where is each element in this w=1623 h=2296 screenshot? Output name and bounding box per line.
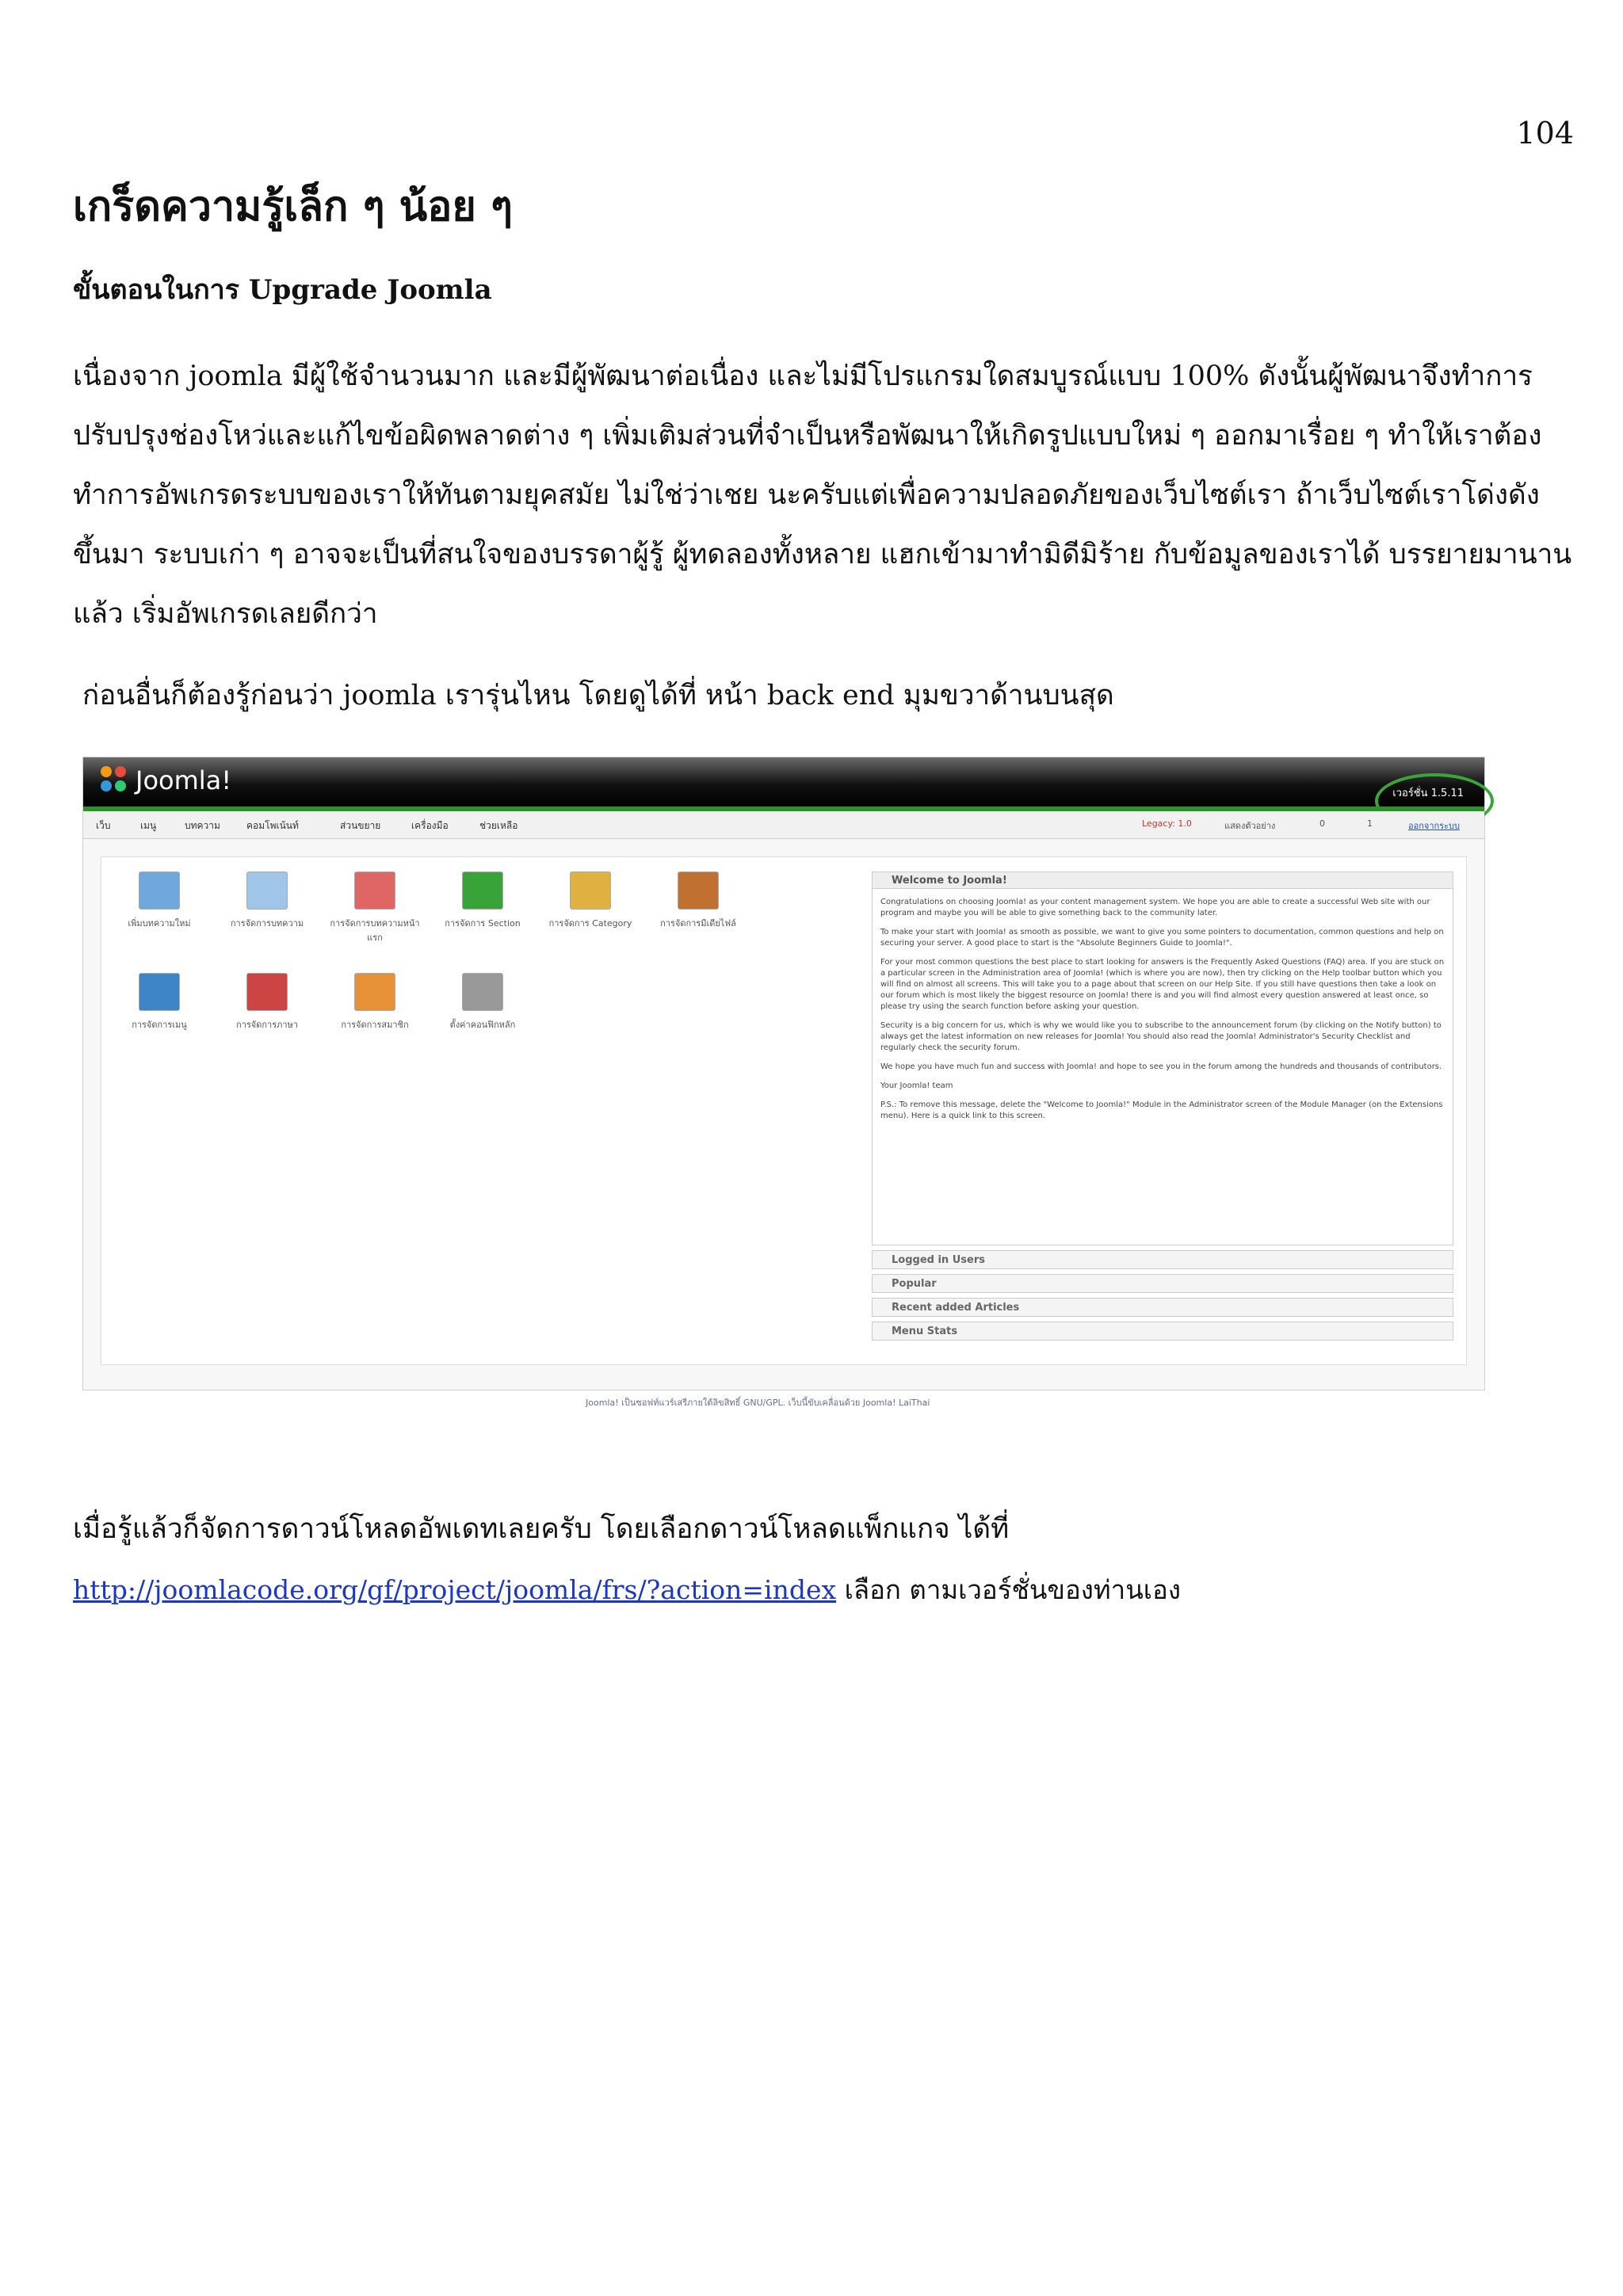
admin-content — [101, 856, 1467, 1365]
welcome-panel-body — [872, 889, 1453, 1245]
preview-link[interactable]: แสดงตัวอย่าง — [1224, 821, 1276, 831]
global-config-icon — [462, 973, 503, 1011]
menu-extensions[interactable]: ส่วนขยาย — [340, 820, 381, 831]
paragraph-line: ขึ้นมา ระบบเก่า ๆ อาจจะเป็นที่สนใจของบรรดาผู้รู้ ผู้ทดลองทั้งหลาย แฮกเข้ามาทำมิดีมิร้าย กับข้อมูลของเราได้ บรรยายมานาน — [73, 539, 1572, 570]
welcome-paragraph: P.S.: To remove this message, delete the "Welcome to Joomla!" Module in the Administrator screen of the Module Manager (on the Extensions menu). Here is a quick link to this screen. — [880, 1100, 1443, 1120]
cp-icon-article-manager[interactable]: การจัดการบทความ — [216, 860, 319, 955]
cp-icon-user-manager[interactable]: การจัดการสมาชิก — [323, 962, 426, 1057]
admin-header — [83, 757, 1484, 807]
section-heading: ขั้นตอนในการ Upgrade Joomla — [73, 274, 492, 306]
paragraph-line: เนื่องจาก joomla มีผู้ใช้จำนวนมาก และมีผู้พัฒนาต่อเนื่อง และไม่มีโปรแกรมใดสมบูรณ์แบบ 100% ดังนั้นผู้พัฒนาจึงทำการ — [73, 360, 1533, 392]
category-icon — [570, 871, 611, 910]
welcome-paragraph: We hope you have much fun and success with Joomla! and hope to see you in the forum among the hundreds and thousands of contributors. — [880, 1062, 1442, 1071]
cp-icon-media[interactable]: การจัดการมีเดียไฟล์ — [647, 860, 750, 955]
menu-help[interactable]: ช่วยเหลือ — [479, 820, 518, 831]
page-number: 104 — [1516, 116, 1574, 151]
menu-manager-icon — [139, 973, 180, 1011]
admin-footer: Joomla! เป็นซอฟท์แวร์เสรีภายใต้ลิขสิทธิ์ GNU/GPL. เว็บนี้ขับเคลื่อนด้วย Joomla! LaiThai — [586, 1398, 930, 1408]
download-link[interactable]: http://joomlacode.org/gf/project/joomla/frs/?action=index — [73, 1574, 837, 1605]
cp-icon-menu-manager[interactable]: การจัดการเมนู — [108, 962, 211, 1057]
welcome-paragraph: Congratulations on choosing Joomla! as your content management system. We hope you are able to create a successful Web site with our program and maybe you will be able to give something back to the community later. — [880, 898, 1430, 917]
welcome-panel-header[interactable]: Welcome to Joomla! — [872, 871, 1453, 889]
menu-content[interactable]: บทความ — [185, 820, 220, 831]
panel-recent-articles[interactable]: Recent added Articles — [872, 1298, 1453, 1317]
download-line-suffix: เลือก ตามเวอร์ชั่นของท่านเอง — [836, 1574, 1181, 1605]
welcome-panel — [872, 871, 1453, 1341]
menu-site[interactable]: เว็บ — [96, 820, 111, 831]
add-article-icon — [139, 871, 180, 910]
download-line — [73, 1569, 1181, 1611]
welcome-paragraph: Your Joomla! team — [880, 1081, 953, 1090]
page-title: เกร็ดความรู้เล็ก ๆ น้อย ๆ — [73, 182, 513, 231]
language-icon — [246, 973, 288, 1011]
media-icon — [678, 871, 719, 910]
menu-components[interactable]: คอมโพเน้นท์ — [246, 820, 299, 831]
welcome-paragraph: For your most common questions the best place to start looking for answers is the Frequently Asked Questions (FAQ) area. If you are stuck on a particular screen in the Administration area of Joomla! (which is where you are now), then try clicking on the Help toolbar button which you will find on almost all screens. This will take you to a page about that screen on our Help Site. If you still have questions then take a look on our forum which is most likely the biggest resource on Joomla! there is and you will find almost every question answered at least once, so please try using the search function before asking your question. — [880, 958, 1445, 1011]
welcome-paragraph: Security is a big concern for us, which is why we would like you to subscribe to the announcement forum (by clicking on the Notify button) to always get the latest information on new releases for Joomla! You should also read the Joomla! Administrator's Security Checklist and regularly check the security forum. — [880, 1021, 1442, 1052]
panel-logged-in-users[interactable]: Logged in Users — [872, 1250, 1453, 1269]
cp-icon-add-article[interactable]: เพิ่มบทความใหม่ — [108, 860, 211, 955]
cp-icon-category[interactable]: การจัดการ Category — [539, 860, 642, 955]
users-count: 1 — [1367, 818, 1373, 829]
joomla-logo-icon — [101, 766, 129, 795]
legacy-status: Legacy: 1.0 — [1142, 818, 1192, 829]
user-manager-icon — [354, 973, 395, 1011]
menu-tools[interactable]: เครื่องมือ — [411, 820, 449, 831]
logout-link[interactable]: ออกจากระบบ — [1408, 821, 1460, 831]
panel-menu-stats[interactable]: Menu Stats — [872, 1322, 1453, 1341]
messages-count[interactable]: 0 — [1319, 818, 1325, 829]
cp-icon-frontpage[interactable]: การจัดการบทความหน้าแรก — [323, 860, 426, 955]
admin-menubar — [83, 811, 1484, 839]
article-manager-icon — [246, 871, 288, 910]
intro-text: ก่อนอื่นก็ต้องรู้ก่อนว่า joomla เรารุ่นไหน โดยดูได้ที่ หน้า back end มุมขวาด้านบนสุด — [82, 680, 1114, 711]
cp-icon-section[interactable]: การจัดการ Section — [431, 860, 534, 955]
panel-popular[interactable]: Popular — [872, 1274, 1453, 1293]
joomla-admin-screenshot — [82, 757, 1485, 1408]
paragraph-line: ทำการอัพเกรดระบบของเราให้ทันตามยุคสมัย ไม่ใช่ว่าเชย นะครับแต่เพื่อความปลอดภัยของเว็บไซต์เรา ถ้าเว็บไซต์เราโด่งดัง — [73, 479, 1540, 511]
cp-icon-global-config[interactable]: ตั้งค่าคอนฟิกหลัก — [431, 962, 534, 1057]
paragraph-line: แล้ว เริ่มอัพเกรดเลยดีกว่า — [73, 598, 378, 630]
paragraph-line: ปรับปรุงช่องโหว่และแก้ไขข้อผิดพลาดต่าง ๆ เพิ่มเติมส่วนที่จำเป็นหรือพัฒนาให้เกิดรูปแบบใหม่ ๆ ออกมาเรื่อย ๆ ทำให้เราต้อง — [73, 420, 1542, 452]
menu-menus[interactable]: เมนู — [140, 820, 157, 831]
section-icon — [462, 871, 503, 910]
joomla-logo-text: Joomla! — [136, 765, 232, 795]
cp-icon-language[interactable]: การจัดการภาษา — [216, 962, 319, 1057]
body-paragraph — [73, 347, 1579, 644]
joomla-logo — [101, 765, 231, 795]
welcome-paragraph: To make your start with Joomla! as smooth as possible, we want to give you some pointers to documentation, common questions and help on securing your server. A good place to start is the "Absolute Beginners Guide to Joomla!". — [880, 928, 1444, 948]
frontpage-icon — [354, 871, 395, 910]
version-label: เวอร์ชั่น 1.5.11 — [1392, 788, 1464, 799]
download-text: เมื่อรู้แล้วก็จัดการดาวน์โหลดอัพเดทเลยครับ โดยเลือกดาวน์โหลดแพ็กแกจ ได้ที่ — [73, 1513, 1010, 1545]
